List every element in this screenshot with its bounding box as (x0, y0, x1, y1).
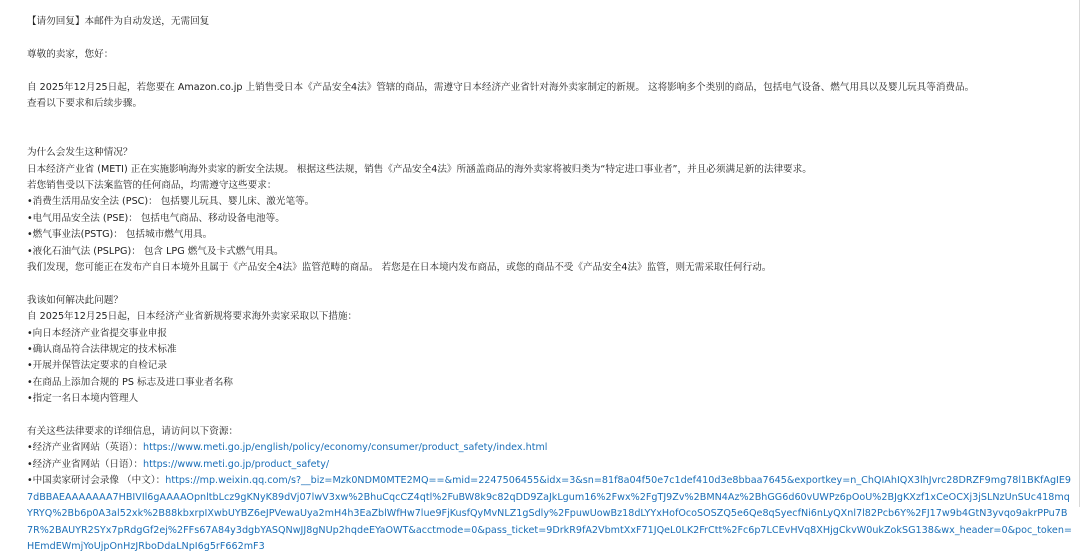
email-body (27, 14, 1072, 555)
how-intro: 自 2025年12月25日起，日本经济产业省新规将要求海外卖家采取以下措施： (27, 311, 358, 323)
how-heading: 我该如何解决此问题？ (27, 294, 123, 306)
step-item: •指定一名日本境内管理人 (27, 393, 139, 405)
greeting: 尊敬的卖家，您好： (27, 48, 114, 60)
scope-note: 我们发现，您可能正在发布产自日本境外且属于《产品安全4法》监管范畴的商品。 若您是在日本境内发布商品，或您的商品不受《产品安全4法》监管，则无需采取任何行动。 (27, 262, 772, 274)
resource-label: •中国卖家研讨会录像 （中文） (27, 475, 156, 487)
auto-reply-notice: 【请勿回复】本邮件为自动发送，无需回复 (27, 16, 210, 27)
law-item-pslpg: •液化石油气法 (PSLPG)： 包含 LPG 燃气及卡式燃气用具。 (27, 245, 284, 257)
why-heading: 为什么会发生这种情况？ (27, 147, 133, 159)
law-item-pstg: •燃气事业法(PSTG)： 包括城市燃气用具。 (27, 229, 213, 241)
resource-separator: ： (155, 475, 166, 487)
resources-heading: 有关这些法律要求的详细信息，请访问以下资源： (27, 426, 239, 438)
spacer (27, 408, 1072, 424)
spacer (27, 129, 1072, 145)
spacer (27, 276, 1072, 292)
meti-english-link[interactable]: https://www.meti.go.jp/english/policy/economy/consumer/product_safety/index.html (142, 442, 548, 454)
wechat-seminar-link[interactable]: https://mp.weixin.qq.com/s?__biz=Mzk0NDM0MTE2MQ==&mid=2247506455&idx=3&sn=81f8a04f50e7c1def410d3e8bbaa7645&exportkey=n_ChQIAhIQX3lhJvrc28DRZF9mg78l1BKfAgIE97dBBAEAAAAAAA7HBIVIl6gAAAAOpnltbLcz9gKNyK89dVj07lwV3xw%2BhuCqcCZ4qtl%2FuBW8k9c82qDD9ZaJkLgum16%2Fwx%2FgTJ9Zv%2BMN4Az%2BhGG6d60vUWPz6pOoU%2BJgKXzf1xCeOCXj3jSLNzUnSUc418mqYRYQ%2Bb6p0A3al52xk%2B88kbxrpIXwbUYBZ6eJPVewaUya2mH4h3EaZblWfHw7lue9FjKusfQyMvNLZ1gSdly%2FpuwUowBz18dLYYxHofOcoSOSZQ5e6Qe8qSyecfNi6nLyQXnl7l82Pcb6Y%2FJ17w9b4GtN3yvqo9akrPPu7B7R%2BAUYR2SYx7pRdgGf2ej%2FFs67A84y3dgbYASQNwJJ8gNUp2hqdeEYaOWT&acctmode=0&pass_ticket=9DrkR9fA2VbmtXxF71JQeL0LK2FrCtt%2Fc6p7LCEvHVq8XHjgCkvW0ukZokSG138&wx_header=0&poc_token=HEmdEWmjYoUjpOnHzJRboDdaLNpI6g5rF662mF3 (27, 475, 1072, 552)
step-item: •确认商品符合法律规定的技术标准 (27, 344, 177, 356)
resource-item-wechat-seminar (27, 473, 1072, 555)
resource-separator: ： (133, 442, 143, 454)
step-item: •在商品上添加合规的 PS 标志及进口事业者名称 (27, 376, 233, 388)
meti-japanese-link[interactable]: https://www.meti.go.jp/product_safety/ (142, 458, 330, 470)
spacer (27, 63, 1072, 79)
law-item-pse: •电气用品安全法 (PSE)： 包括电气商品、移动设备电池等。 (27, 212, 285, 224)
spacer (27, 30, 1072, 46)
resource-item-meti-english (27, 440, 1072, 456)
step-item: •开展并保管法定要求的自检记录 (27, 360, 167, 372)
spacer (27, 112, 1072, 128)
step-item: •向日本经济产业省提交事业申报 (27, 327, 167, 339)
regulated-intro: 若您销售受以下法案监管的任何商品，均需遵守这些要求： (27, 180, 277, 191)
intro-paragraph-line-1: 自 2025年12月25日起，若您要在 Amazon.co.jp 上销售受日本《产品安全4法》管辖的商品，需遵守日本经济产业省针对海外卖家制定的新规。 这将影响多个类别的商品，包括电气设备、燃气用具以及婴儿玩具等消费品。 (27, 81, 975, 93)
resource-label: •经济产业省网站（日语） (27, 458, 134, 470)
why-paragraph: 日本经济产业省 (METI) 正在实施影响海外卖家的新安全法规。 根据这些法规，销售《产品安全4法》所涵盖商品的海外卖家将被归类为“特定进口事业者”，并且必须满足新的法律要求。 (27, 163, 812, 175)
resource-label: •经济产业省网站（英语） (27, 442, 134, 454)
resource-separator: ： (133, 458, 143, 470)
resource-item-meti-japanese (27, 457, 1072, 473)
law-item-psc: •消费生活用品安全法 (PSC)： 包括婴儿玩具、婴儿床、激光笔等。 (27, 196, 315, 208)
intro-paragraph-line-2: 查看以下要求和后续步骤。 (27, 98, 143, 109)
